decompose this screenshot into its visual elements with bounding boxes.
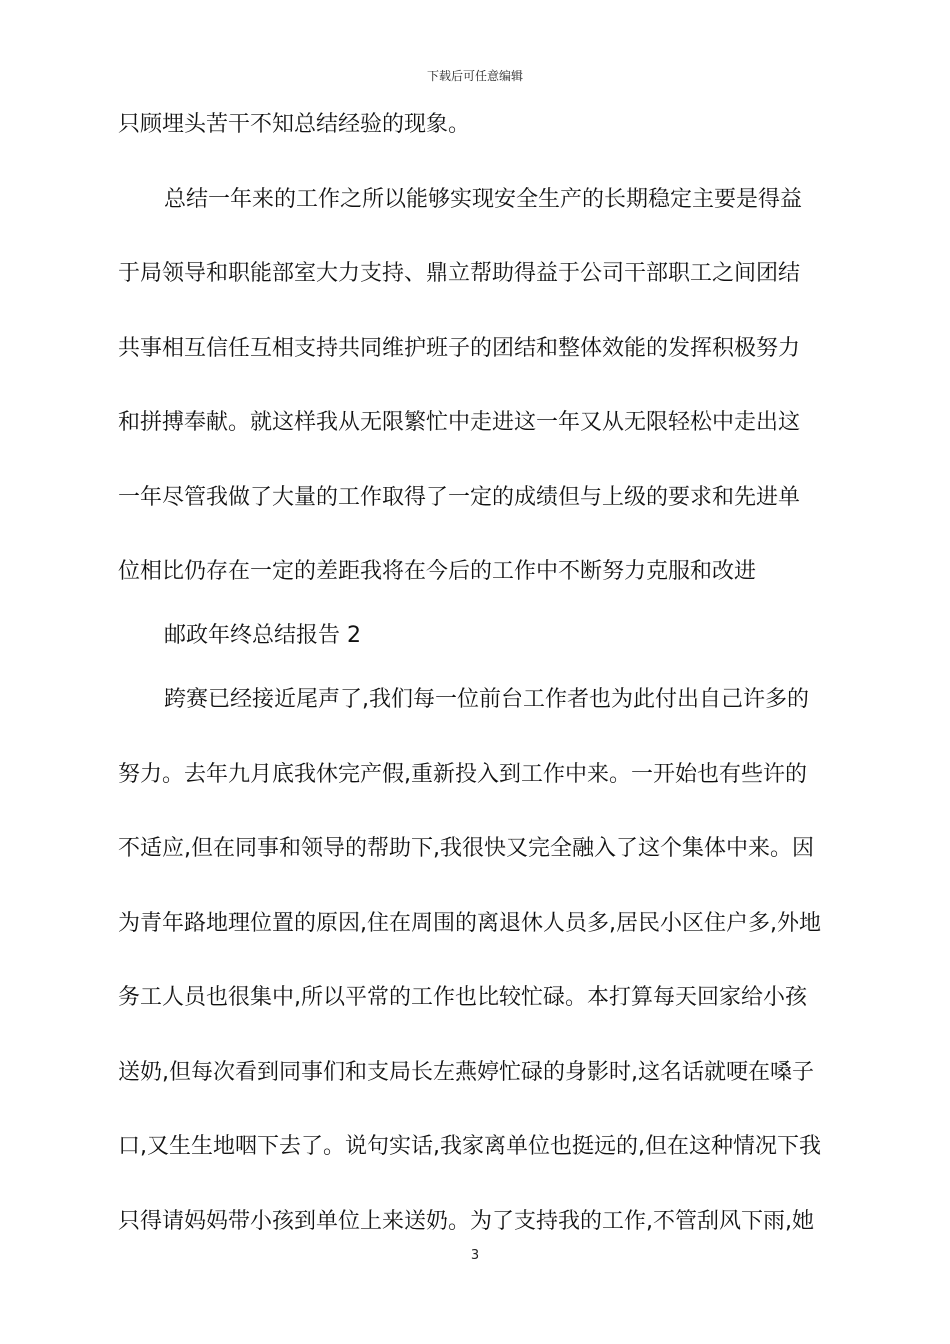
page-header: 下载后可任意编辑 [426,69,523,83]
section-heading: 邮政年终总结报告 2 [164,623,361,648]
text-line: 务工人员也很集中,所以平常的工作也比较忙碌。本打算每天回家给小孩 [118,985,807,1010]
text-line: 和拼搏奉献。就这样我从无限繁忙中走进这一年又从无限轻松中走出这 [118,410,801,435]
text-line: 位相比仍存在一定的差距我将在今后的工作中不断努力克服和改进 [118,559,757,584]
document-body [118,105,838,1276]
text-line: 共事相互信任互相支持共同维护班子的团结和整体效能的发挥积极努力 [118,335,801,361]
text-line: 口,又生生地咽下去了。说句实话,我家离单位也挺远的,但在这种情况下我 [118,1134,821,1159]
paragraph-start-line: 跨赛已经接近尾声了,我们每一位前台工作者也为此付出自己许多的 [164,687,809,712]
text-line: 送奶,但每次看到同事们和支局长左燕婷忙碌的身影时,这名话就哽在嗓子 [118,1059,814,1085]
text-line: 不适应,但在同事和领导的帮助下,我很快又完全融入了这个集体中来。因 [118,836,814,861]
text-line: 为青年路地理位置的原因,住在周围的离退休人员多,居民小区住户多,外地 [118,910,821,936]
text-line: 只顾埋头苦干不知总结经验的现象。 [118,112,471,137]
text-line: 努力。去年九月底我休完产假,重新投入到工作中来。一开始也有些许的 [118,761,807,787]
paragraph-start-line: 总结一年来的工作之所以能够实现安全生产的长期稳定主要是得益 [164,186,803,212]
text-line: 一年尽管我做了大量的工作取得了一定的成绩但与上级的要求和先进单 [118,484,801,510]
page-number: 3 [470,1248,480,1263]
text-line: 于局领导和职能部室大力支持、鼎立帮助得益于公司干部职工之间团结 [118,261,801,286]
text-line: 只得请妈妈带小孩到单位上来送奶。为了支持我的工作,不管刮风下雨,她 [118,1208,814,1234]
